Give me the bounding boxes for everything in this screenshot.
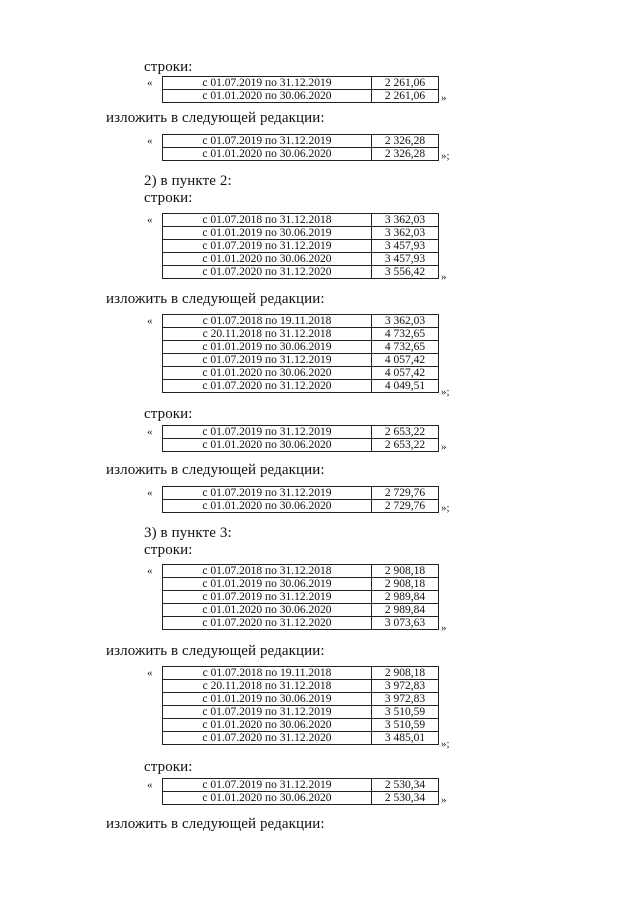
- period-cell: с 01.01.2020 по 30.06.2020: [163, 719, 372, 732]
- close-quote: »;: [441, 150, 450, 162]
- table-row: [163, 591, 439, 604]
- tariff-cell: 2 908,18: [372, 578, 439, 591]
- period-cell: с 01.01.2020 по 30.06.2020: [163, 604, 372, 617]
- table-row: [163, 779, 439, 792]
- tariff-cell: 4 732,65: [372, 328, 439, 341]
- open-quote: «: [147, 77, 153, 89]
- period-cell: с 01.01.2020 по 30.06.2020: [163, 148, 372, 161]
- table-row: [163, 680, 439, 693]
- table-row: [163, 578, 439, 591]
- section-label: строки:: [144, 542, 193, 558]
- section-label: строки:: [144, 406, 193, 422]
- rates-table: [162, 425, 439, 452]
- open-quote: «: [147, 426, 153, 438]
- period-cell: с 01.07.2019 по 31.12.2019: [163, 135, 372, 148]
- section-label: изложить в следующей редакции:: [106, 816, 325, 832]
- rates-table: [162, 314, 439, 393]
- tariff-cell: 2 908,18: [372, 565, 439, 578]
- tariff-cell: 2 653,22: [372, 439, 439, 452]
- tariff-cell: 2 326,28: [372, 135, 439, 148]
- section-label: строки:: [144, 190, 193, 206]
- close-quote: »;: [441, 502, 450, 514]
- table-row: [163, 214, 439, 227]
- table-row: [163, 380, 439, 393]
- tariff-cell: 2 989,84: [372, 591, 439, 604]
- period-cell: с 01.07.2020 по 31.12.2020: [163, 617, 372, 630]
- close-quote: »: [441, 92, 447, 104]
- rates-table: [162, 778, 439, 805]
- period-cell: с 01.07.2019 по 31.12.2019: [163, 426, 372, 439]
- open-quote: «: [147, 779, 153, 791]
- period-cell: с 01.07.2018 по 19.11.2018: [163, 315, 372, 328]
- period-cell: с 01.01.2020 по 30.06.2020: [163, 90, 372, 103]
- tariff-cell: 2 530,34: [372, 792, 439, 805]
- tariff-cell: 3 510,59: [372, 719, 439, 732]
- rates-table: [162, 486, 439, 513]
- period-cell: с 01.07.2019 по 31.12.2019: [163, 487, 372, 500]
- table-row: [163, 487, 439, 500]
- period-cell: с 01.01.2020 по 30.06.2020: [163, 367, 372, 380]
- period-cell: с 01.07.2018 по 31.12.2018: [163, 565, 372, 578]
- period-cell: с 01.07.2019 по 31.12.2019: [163, 779, 372, 792]
- table-row: [163, 77, 439, 90]
- table-row: [163, 315, 439, 328]
- period-cell: с 01.01.2019 по 30.06.2019: [163, 578, 372, 591]
- table-row: [163, 135, 439, 148]
- tariff-cell: 3 972,83: [372, 680, 439, 693]
- tariff-cell: 4 057,42: [372, 367, 439, 380]
- table-row: [163, 227, 439, 240]
- tariff-cell: 2 261,06: [372, 90, 439, 103]
- tariff-cell: 3 362,03: [372, 315, 439, 328]
- table-row: [163, 617, 439, 630]
- period-cell: с 01.07.2020 по 31.12.2020: [163, 732, 372, 745]
- section-label: изложить в следующей редакции:: [106, 291, 325, 307]
- period-cell: с 01.07.2020 по 31.12.2020: [163, 380, 372, 393]
- rates-table: [162, 564, 439, 630]
- period-cell: с 01.07.2018 по 31.12.2018: [163, 214, 372, 227]
- table-row: [163, 732, 439, 745]
- table-row: [163, 500, 439, 513]
- table-row: [163, 439, 439, 452]
- open-quote: «: [147, 214, 153, 226]
- table-row: [163, 341, 439, 354]
- tariff-cell: 2 653,22: [372, 426, 439, 439]
- period-cell: с 01.01.2020 по 30.06.2020: [163, 439, 372, 452]
- table-row: [163, 328, 439, 341]
- period-cell: с 01.07.2019 по 31.12.2019: [163, 240, 372, 253]
- period-cell: с 01.07.2020 по 31.12.2020: [163, 266, 372, 279]
- table-row: [163, 253, 439, 266]
- table-row: [163, 604, 439, 617]
- table-row: [163, 90, 439, 103]
- table-row: [163, 426, 439, 439]
- table-row: [163, 706, 439, 719]
- table-row: [163, 719, 439, 732]
- table-row: [163, 148, 439, 161]
- period-cell: с 01.01.2020 по 30.06.2020: [163, 792, 372, 805]
- table-row: [163, 367, 439, 380]
- tariff-cell: 2 261,06: [372, 77, 439, 90]
- close-quote: »;: [441, 738, 450, 750]
- tariff-cell: 3 362,03: [372, 214, 439, 227]
- rates-table: [162, 213, 439, 279]
- table-row: [163, 792, 439, 805]
- close-quote: »: [441, 271, 447, 283]
- tariff-cell: 2 989,84: [372, 604, 439, 617]
- period-cell: с 20.11.2018 по 31.12.2018: [163, 328, 372, 341]
- close-quote: »: [441, 441, 447, 453]
- section-label: 2) в пункте 2:: [144, 173, 232, 189]
- tariff-cell: 3 457,93: [372, 253, 439, 266]
- tariff-cell: 3 485,01: [372, 732, 439, 745]
- close-quote: »;: [441, 386, 450, 398]
- period-cell: с 01.07.2019 по 31.12.2019: [163, 591, 372, 604]
- period-cell: с 01.01.2020 по 30.06.2020: [163, 500, 372, 513]
- period-cell: с 01.07.2019 по 31.12.2019: [163, 77, 372, 90]
- tariff-cell: 3 457,93: [372, 240, 439, 253]
- table-row: [163, 565, 439, 578]
- table-row: [163, 354, 439, 367]
- tariff-cell: 2 530,34: [372, 779, 439, 792]
- rates-table: [162, 76, 439, 103]
- close-quote: »: [441, 622, 447, 634]
- tariff-cell: 3 556,42: [372, 266, 439, 279]
- period-cell: с 01.01.2019 по 30.06.2019: [163, 693, 372, 706]
- open-quote: «: [147, 487, 153, 499]
- tariff-cell: 4 049,51: [372, 380, 439, 393]
- close-quote: »: [441, 794, 447, 806]
- section-label: 3) в пункте 3:: [144, 525, 232, 541]
- open-quote: «: [147, 135, 153, 147]
- tariff-cell: 2 326,28: [372, 148, 439, 161]
- rates-table: [162, 666, 439, 745]
- tariff-cell: 3 362,03: [372, 227, 439, 240]
- tariff-cell: 2 908,18: [372, 667, 439, 680]
- period-cell: с 01.01.2019 по 30.06.2019: [163, 227, 372, 240]
- tariff-cell: 3 073,63: [372, 617, 439, 630]
- period-cell: с 01.01.2020 по 30.06.2020: [163, 253, 372, 266]
- period-cell: с 01.07.2018 по 19.11.2018: [163, 667, 372, 680]
- period-cell: с 01.07.2019 по 31.12.2019: [163, 706, 372, 719]
- period-cell: с 01.01.2019 по 30.06.2019: [163, 341, 372, 354]
- table-row: [163, 266, 439, 279]
- table-row: [163, 240, 439, 253]
- open-quote: «: [147, 565, 153, 577]
- section-label: изложить в следующей редакции:: [106, 462, 325, 478]
- tariff-cell: 3 972,83: [372, 693, 439, 706]
- tariff-cell: 4 057,42: [372, 354, 439, 367]
- tariff-cell: 2 729,76: [372, 487, 439, 500]
- section-label: строки:: [144, 59, 193, 75]
- table-row: [163, 667, 439, 680]
- period-cell: с 20.11.2018 по 31.12.2018: [163, 680, 372, 693]
- period-cell: с 01.07.2019 по 31.12.2019: [163, 354, 372, 367]
- tariff-cell: 2 729,76: [372, 500, 439, 513]
- open-quote: «: [147, 667, 153, 679]
- tariff-cell: 4 732,65: [372, 341, 439, 354]
- open-quote: «: [147, 315, 153, 327]
- tariff-cell: 3 510,59: [372, 706, 439, 719]
- section-label: изложить в следующей редакции:: [106, 643, 325, 659]
- rates-table: [162, 134, 439, 161]
- table-row: [163, 693, 439, 706]
- section-label: изложить в следующей редакции:: [106, 110, 325, 126]
- section-label: строки:: [144, 759, 193, 775]
